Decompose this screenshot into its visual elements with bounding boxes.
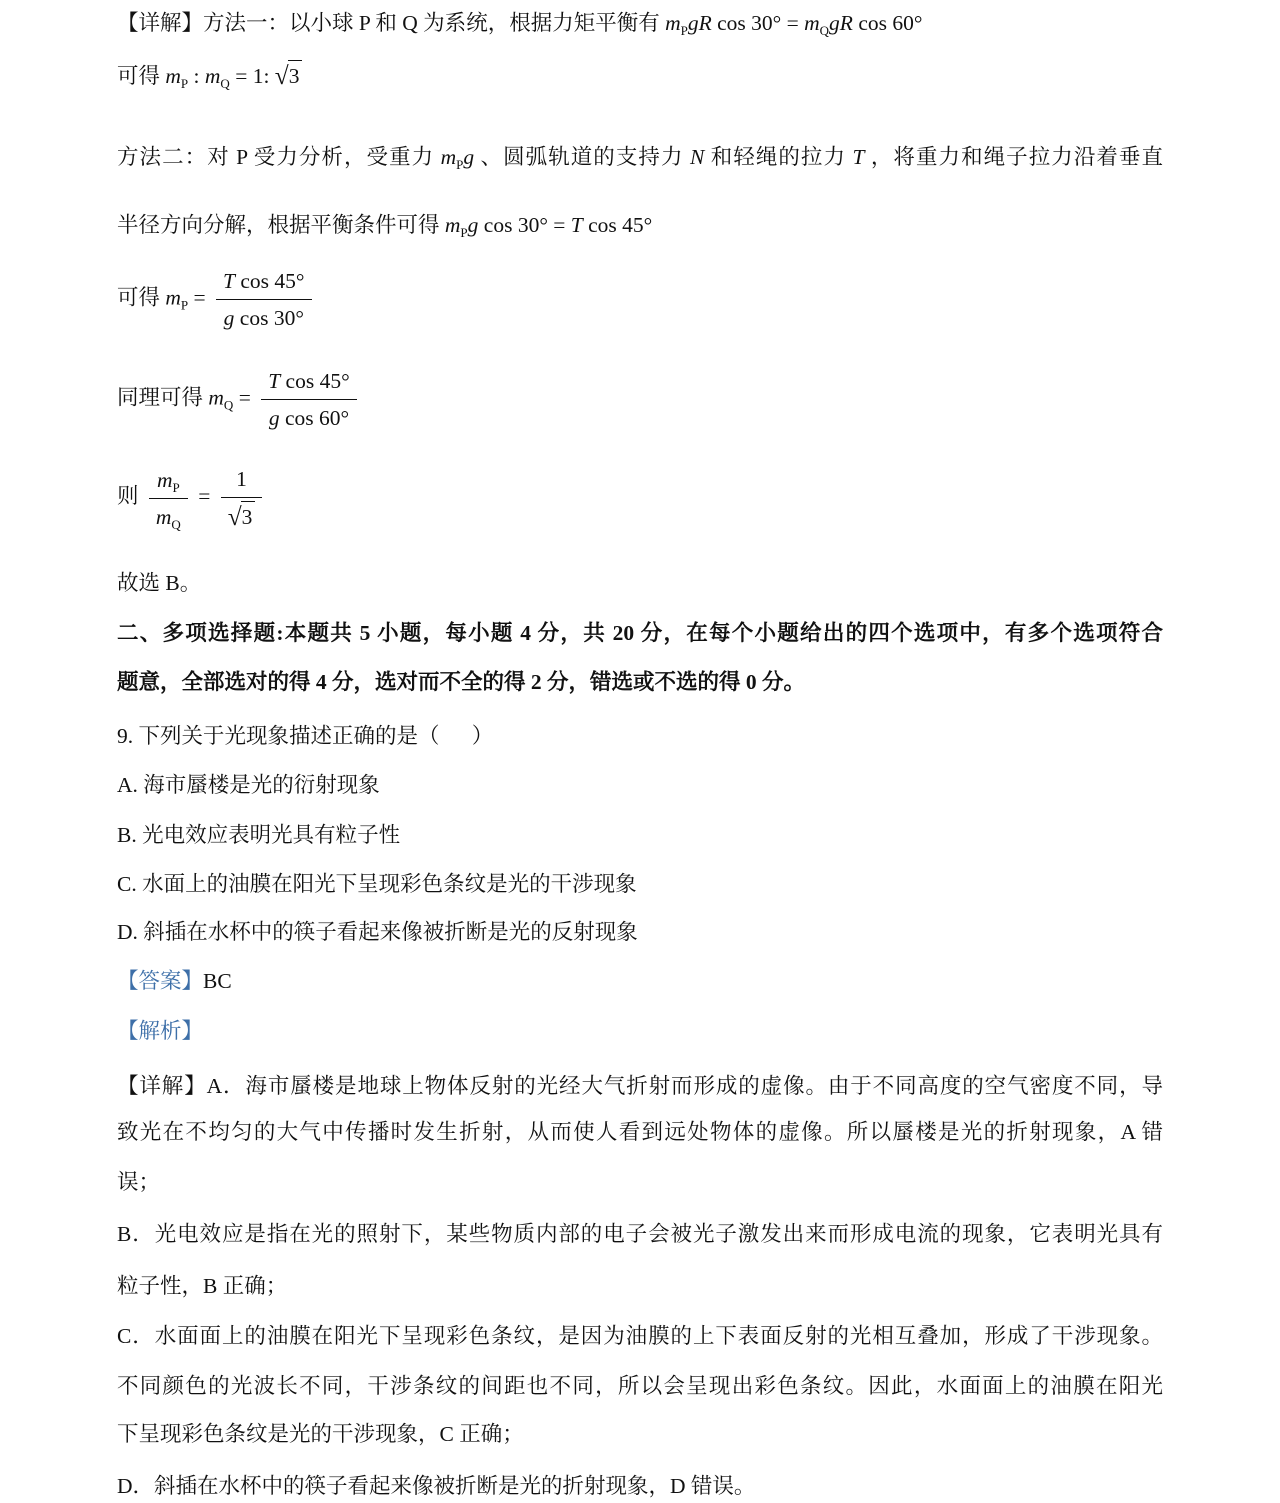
math-subscript: P (172, 479, 180, 495)
math-subscript: Q (171, 516, 181, 532)
text-run: 致光在不均匀的大气中传播时发生折射，从而使人看到远处物体的虚像。所以蜃楼是光的折射现象，A 错 (117, 1120, 1163, 1144)
math-subscript: Q (223, 397, 234, 413)
explanation-c-line-1 (117, 1321, 1163, 1351)
accent-label: 【答案】 (117, 969, 204, 993)
text-run: 同理可得 (117, 385, 209, 410)
text-run: D．斜插在水杯中的筷子看起来像被折断是光的折射现象，D 错误。 (117, 1474, 756, 1498)
text-run: 和轻绳的拉力 (704, 145, 853, 169)
analysis-label (117, 1016, 1163, 1046)
option-d (117, 917, 1163, 947)
math-roman: cos 45° (280, 369, 350, 393)
fraction-denominator (261, 399, 356, 433)
text-run: 题意，全部选对的得 4 分，选对而不全的得 2 分，错选或不选的得 0 分。 (117, 670, 806, 694)
text-run: 【详解】A．海市蜃楼是地球上物体反射的光经大气折射而形成的虚像。由于不同高度的空气密度不同，导 (117, 1074, 1163, 1098)
text-run: 半径方向分解，根据平衡条件可得 (117, 213, 445, 237)
sqrt-radical (275, 60, 303, 91)
final-choice-note (117, 568, 1163, 598)
fraction (216, 266, 311, 333)
math-roman: 1 (236, 467, 247, 491)
radical-sign: √ (227, 503, 242, 531)
math-variable: m (156, 467, 173, 492)
radicand (288, 60, 303, 91)
text-run: B. 光电效应表明光具有粒子性 (117, 823, 401, 847)
fraction-numerator (216, 266, 311, 299)
explanation-b-line-2 (117, 1271, 1163, 1301)
fraction-denominator (221, 497, 263, 532)
math-variable: m (155, 504, 172, 529)
math-variable: g (268, 406, 280, 430)
text-run: 不同颜色的光波长不同，干涉条纹的间距也不同，所以会呈现出彩色条纹。因此，水面面上的油膜在阳光 (117, 1374, 1163, 1398)
fraction-denominator (149, 498, 188, 532)
math-subscript: P (680, 23, 688, 38)
text-run: C．水面面上的油膜在阳光下呈现彩色条纹，是因为油膜的上下表面反射的光相互叠加，形成了干涉现象。 (117, 1324, 1163, 1348)
math-roman: = (233, 385, 257, 410)
fraction-numerator (221, 464, 263, 497)
math-roman: cos 30° = (478, 213, 571, 237)
text-run: 可得 (117, 285, 166, 310)
math-roman: = (192, 483, 216, 508)
sqrt-radical (228, 501, 256, 532)
math-roman: 3 (288, 64, 300, 88)
text-run: 故选 B。 (117, 571, 202, 595)
text-run: 9. 下列关于光现象描述正确的是（ ） (117, 724, 494, 748)
math-roman: cos 60° (279, 406, 350, 430)
fraction (261, 366, 356, 433)
fraction-denominator (216, 299, 311, 333)
formula-ratio-result (117, 464, 1163, 532)
math-variable: m (208, 385, 224, 410)
fraction (149, 465, 188, 532)
text-run: C. 水面上的油膜在阳光下呈现彩色条纹是光的干涉现象 (117, 872, 637, 896)
explanation-c-line-2 (117, 1371, 1163, 1401)
math-variable: g (223, 306, 235, 330)
radical-sign: √ (274, 62, 289, 90)
formula-mp (117, 266, 1163, 333)
math-roman: cos 45° (582, 213, 653, 237)
math-subscript: Q (220, 76, 230, 91)
explanation-a-line-1 (117, 1071, 1163, 1101)
math-variable: gR (687, 11, 712, 35)
math-variable: m (804, 11, 820, 35)
method2-line-2 (117, 210, 1163, 240)
section-header-line-1 (117, 618, 1163, 648)
math-variable: gR (829, 11, 853, 35)
accent-label: 【解析】 (117, 1019, 204, 1043)
explanation-a-line-2 (117, 1117, 1163, 1147)
text-run: 二、多项选择题:本题共 5 小题，每小题 4 分，共 20 分，在每个小题给出的四个选项中，有多个选项符合 (117, 621, 1163, 645)
math-variable: T (223, 269, 236, 293)
math-variable: m (440, 145, 457, 169)
math-roman: cos 30° = (711, 11, 805, 35)
option-c (117, 869, 1163, 899)
text-run: 方法二：对 P 受力分析，受重力 (117, 145, 441, 169)
math-variable: g (467, 213, 479, 237)
explanation-b-line-1 (117, 1219, 1163, 1249)
fraction-numerator (149, 465, 188, 498)
radicand (241, 501, 256, 532)
text-run: 粒子性，B 正确； (117, 1274, 288, 1298)
math-subscript: Q (819, 23, 830, 38)
math-variable: T (268, 369, 281, 393)
question-9-stem (117, 721, 1163, 751)
math-subscript: P (180, 297, 189, 313)
text-run: 误； (117, 1170, 161, 1194)
text-run: 、圆弧轨道的支持力 (474, 145, 690, 169)
text-run: D. 斜插在水杯中的筷子看起来像被折断是光的反射现象 (117, 920, 638, 944)
explanation-a-line-3 (117, 1167, 1163, 1197)
math-variable: g (463, 145, 475, 169)
math-roman: = 1: (229, 64, 275, 88)
formula-mass-ratio (117, 60, 1163, 91)
text-run: BC (203, 969, 232, 993)
answer-line (117, 966, 1163, 996)
section-header-line-2 (117, 667, 1163, 697)
math-roman: 3 (241, 505, 253, 529)
text-run: B．光电效应是指在光的照射下，某些物质内部的电子会被光子激发出来而形成电流的现象，它表明光具有 (117, 1222, 1163, 1246)
math-subscript: P (456, 157, 464, 172)
math-roman: = (188, 285, 212, 310)
math-roman: cos 60° (852, 11, 923, 35)
detail-method1-line (117, 8, 1163, 38)
math-roman: cos 30° (234, 306, 304, 330)
math-variable: m (165, 285, 181, 310)
math-variable: N (689, 145, 705, 169)
text-run: 下呈现彩色条纹是光的干涉现象，C 正确； (117, 1422, 524, 1446)
text-run: 【详解】方法一：以小球 P 和 Q 为系统，根据力矩平衡有 (117, 11, 666, 35)
math-variable: T (852, 145, 865, 169)
math-roman: cos 45° (235, 269, 305, 293)
math-roman: : (188, 64, 205, 88)
option-a (117, 770, 1163, 800)
text-run: ，将重力和绳子拉力沿着垂直 (864, 145, 1163, 169)
math-variable: T (570, 213, 583, 237)
fraction (221, 464, 263, 532)
math-subscript: P (180, 76, 189, 91)
text-run: 则 (117, 483, 144, 508)
explanation-c-line-3 (117, 1419, 1163, 1449)
method2-line-1 (117, 142, 1163, 172)
math-variable: m (204, 64, 221, 88)
explanation-d-line-1 (117, 1471, 1163, 1501)
text-run: 可得 (117, 64, 166, 88)
text-run: A. 海市蜃楼是光的衍射现象 (117, 773, 380, 797)
option-b (117, 820, 1163, 850)
formula-mq (117, 366, 1163, 433)
math-variable: m (165, 64, 181, 88)
math-subscript: P (460, 225, 468, 240)
math-variable: m (665, 11, 681, 35)
fraction-numerator (261, 366, 356, 399)
math-variable: m (444, 213, 461, 237)
